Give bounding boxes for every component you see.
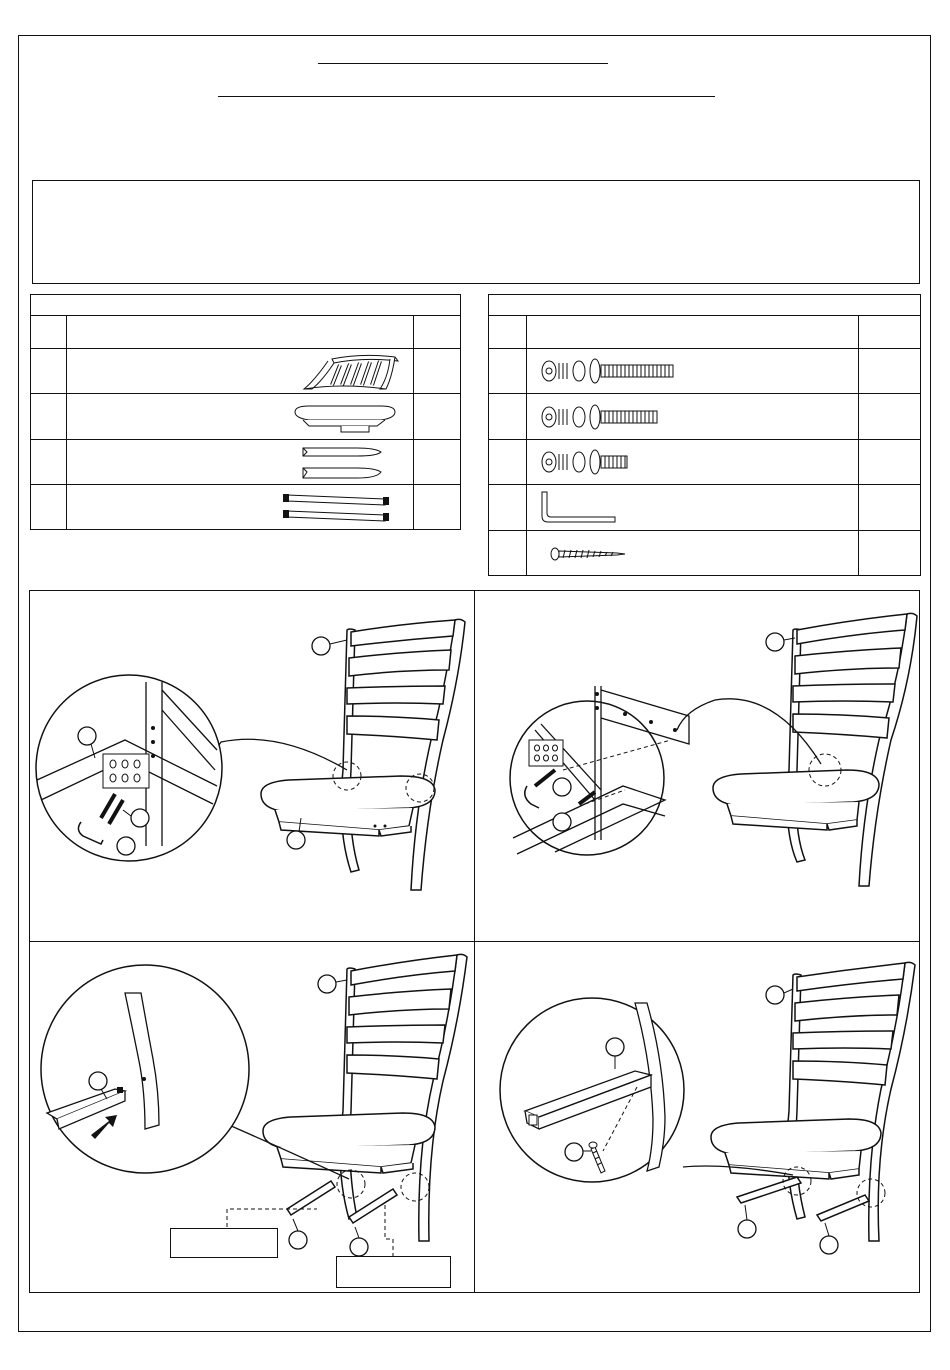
chair-back-icon: [292, 351, 412, 393]
header-qty: [859, 316, 921, 349]
parts-table: [30, 294, 461, 530]
side-rail-icon: [287, 442, 407, 484]
step-3-label-box-2: [336, 1256, 451, 1288]
title-underline-2: [218, 96, 715, 97]
notice-text: [33, 181, 919, 201]
table-row: [31, 394, 461, 440]
header-qty: [414, 316, 461, 349]
notice-box: [32, 180, 920, 284]
step-2-illustration: [475, 590, 920, 940]
step-1-illustration: [29, 590, 474, 940]
allen-key-icon: [539, 488, 629, 528]
header-name: [66, 316, 413, 349]
stretcher-bar-icon: [281, 487, 401, 529]
wood-screw-icon: [547, 534, 637, 574]
table-row: [31, 440, 461, 485]
table-row: [489, 394, 921, 440]
short-bolt-icon: [539, 442, 639, 482]
table-row: [31, 485, 461, 530]
step-3-label-box-1: [170, 1228, 278, 1258]
title-underline-1: [318, 63, 608, 64]
hardware-table-title: [489, 295, 921, 316]
long-bolt-icon: [539, 351, 679, 391]
table-row: [489, 440, 921, 485]
table-row: [489, 349, 921, 394]
table-row: [489, 531, 921, 576]
table-row: [489, 485, 921, 531]
header-name: [526, 316, 858, 349]
parts-table-title: [31, 295, 461, 316]
medium-bolt-icon: [539, 397, 669, 437]
header-no: [489, 316, 527, 349]
step-4-illustration: [475, 941, 920, 1293]
header-no: [31, 316, 67, 349]
seat-cushion-icon: [285, 398, 405, 440]
parts-table-header: [31, 316, 461, 349]
hardware-table: [488, 294, 921, 576]
hardware-table-header: [489, 316, 921, 349]
table-row: [31, 349, 461, 394]
